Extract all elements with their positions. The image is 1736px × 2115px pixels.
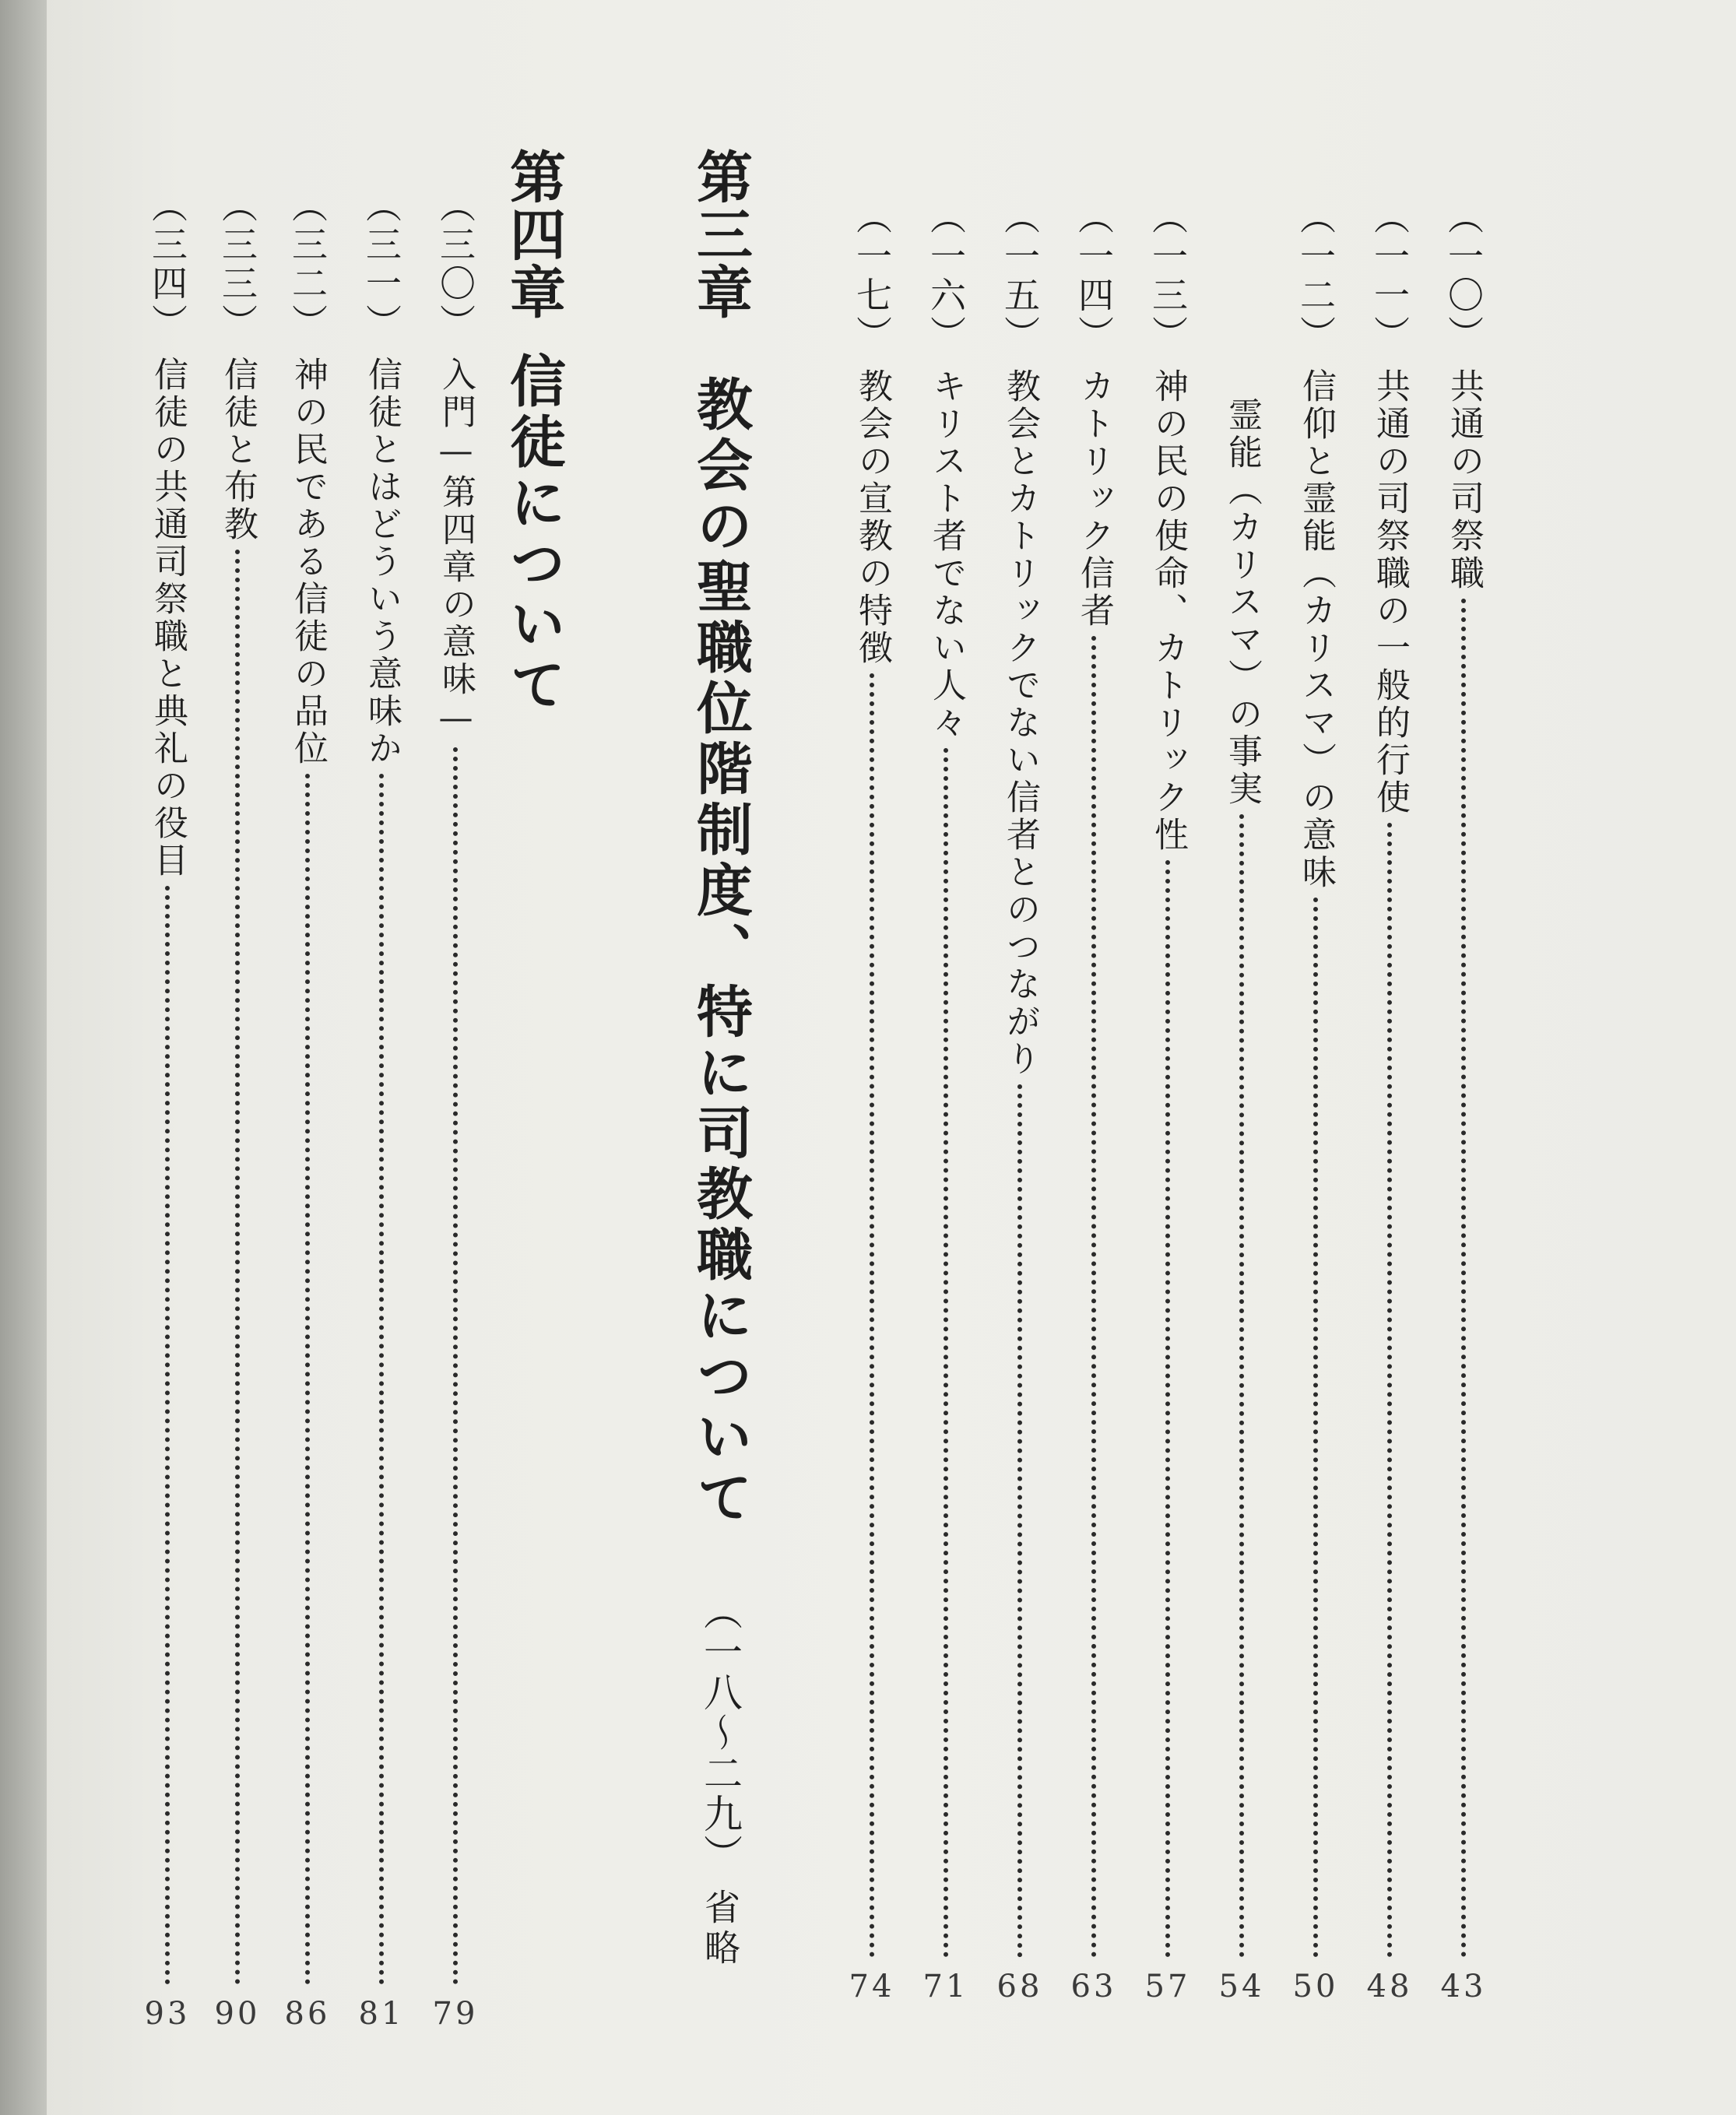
page-number: 54	[1218, 1969, 1265, 2004]
page-number: 74	[849, 1969, 895, 2004]
entry-number: （一七）	[851, 199, 893, 354]
page-number: 63	[1070, 1969, 1117, 2004]
dot-leader	[944, 748, 948, 1958]
entry-number: （一四）	[1073, 199, 1115, 354]
entry-number: （三四）	[146, 187, 188, 343]
entry-title: 教会とカトリックでない信者とのつながり	[1000, 368, 1040, 1078]
page-number: 43	[1440, 1969, 1487, 2004]
dot-leader	[1017, 1084, 1022, 1958]
page-number: 68	[996, 1969, 1043, 2004]
omitted-note: 省略	[699, 1888, 741, 1969]
toc-entry[interactable]	[845, 199, 899, 2004]
dot-leader	[870, 673, 874, 1958]
dot-leader	[235, 550, 240, 1985]
entry-number: （一一）	[1369, 199, 1411, 354]
toc-entry[interactable]	[1214, 397, 1269, 2004]
page-number: 90	[214, 1996, 261, 2032]
entry-title: キリスト者でない人々	[926, 368, 966, 742]
toc-entry[interactable]	[428, 187, 483, 2032]
chapter-number: 第四章	[501, 148, 567, 321]
dot-leader	[1387, 823, 1392, 1958]
dot-leader	[305, 774, 310, 1985]
entry-title: 信仰と霊能（カリスマ）の意味	[1296, 368, 1336, 891]
toc-entry[interactable]	[1140, 199, 1195, 2004]
toc-entry[interactable]	[140, 187, 195, 2032]
entry-number: （一六）	[925, 199, 967, 354]
toc-entry[interactable]	[354, 187, 409, 2032]
toc-entry[interactable]	[1436, 199, 1491, 2004]
page-number: 50	[1292, 1969, 1339, 2004]
entry-number: （三〇）	[434, 187, 476, 343]
dot-leader	[165, 886, 170, 1985]
page-number: 57	[1144, 1969, 1191, 2004]
page-number: 81	[358, 1996, 405, 2032]
page-number: 71	[922, 1969, 969, 2004]
chapter-number: 第三章	[687, 148, 754, 321]
entry-number: （一五）	[999, 199, 1041, 354]
chapter-3-heading[interactable]	[677, 148, 763, 1969]
entry-title: 共通の司祭職の一般的行使	[1370, 368, 1410, 817]
entry-title: 共通の司祭職	[1444, 368, 1484, 592]
entry-title: 信徒の共通司祭職と典礼の役目	[148, 357, 188, 880]
toc-entry[interactable]	[210, 187, 265, 2032]
entry-title: 信徒とはどういう意味か	[362, 357, 402, 768]
entry-title: カトリック信者	[1074, 368, 1114, 630]
dot-leader	[1313, 898, 1318, 1958]
dot-leader	[453, 747, 458, 1985]
toc-entry[interactable]	[1067, 199, 1121, 2004]
entry-number: （一三）	[1147, 199, 1189, 354]
entry-number: （一二）	[1295, 199, 1337, 354]
chapter-4-heading[interactable]	[490, 148, 576, 771]
toc-entry[interactable]	[919, 199, 973, 2004]
dot-leader	[1165, 860, 1170, 1958]
dot-leader	[1461, 599, 1466, 1958]
page-number: 79	[432, 1996, 479, 2032]
entry-title: 神の民の使命、カトリック性	[1148, 368, 1188, 854]
toc-entry[interactable]	[1288, 199, 1343, 2004]
chapter-title: 教会の聖職位階制度、特に司教職について	[687, 375, 754, 1529]
dot-leader	[1091, 636, 1096, 1958]
chapter-title: 信徒について	[501, 352, 567, 716]
toc-entry[interactable]	[993, 199, 1047, 2004]
entry-title: 信徒と布教	[218, 357, 258, 543]
entry-number: （三一）	[360, 187, 402, 343]
entry-title: 入門—第四章の意味—	[436, 357, 476, 741]
entry-number: （一〇）	[1443, 199, 1485, 354]
page-number: 48	[1366, 1969, 1413, 2004]
page-number: 93	[144, 1996, 191, 2032]
dot-leader	[379, 774, 384, 1985]
toc-entry[interactable]	[1362, 199, 1417, 2004]
entry-title: 霊能（カリスマ）の事実	[1222, 397, 1262, 808]
section-range: （一八〜二九）	[698, 1591, 743, 1874]
entry-title: 教会の宣教の特徴	[852, 368, 892, 667]
page-number: 86	[284, 1996, 331, 2032]
dot-leader	[1239, 814, 1244, 1958]
toc-entry[interactable]	[280, 187, 335, 2032]
entry-title: 神の民である信徒の品位	[288, 357, 328, 768]
entry-number: （三二）	[286, 187, 329, 343]
entry-number: （三三）	[216, 187, 258, 343]
